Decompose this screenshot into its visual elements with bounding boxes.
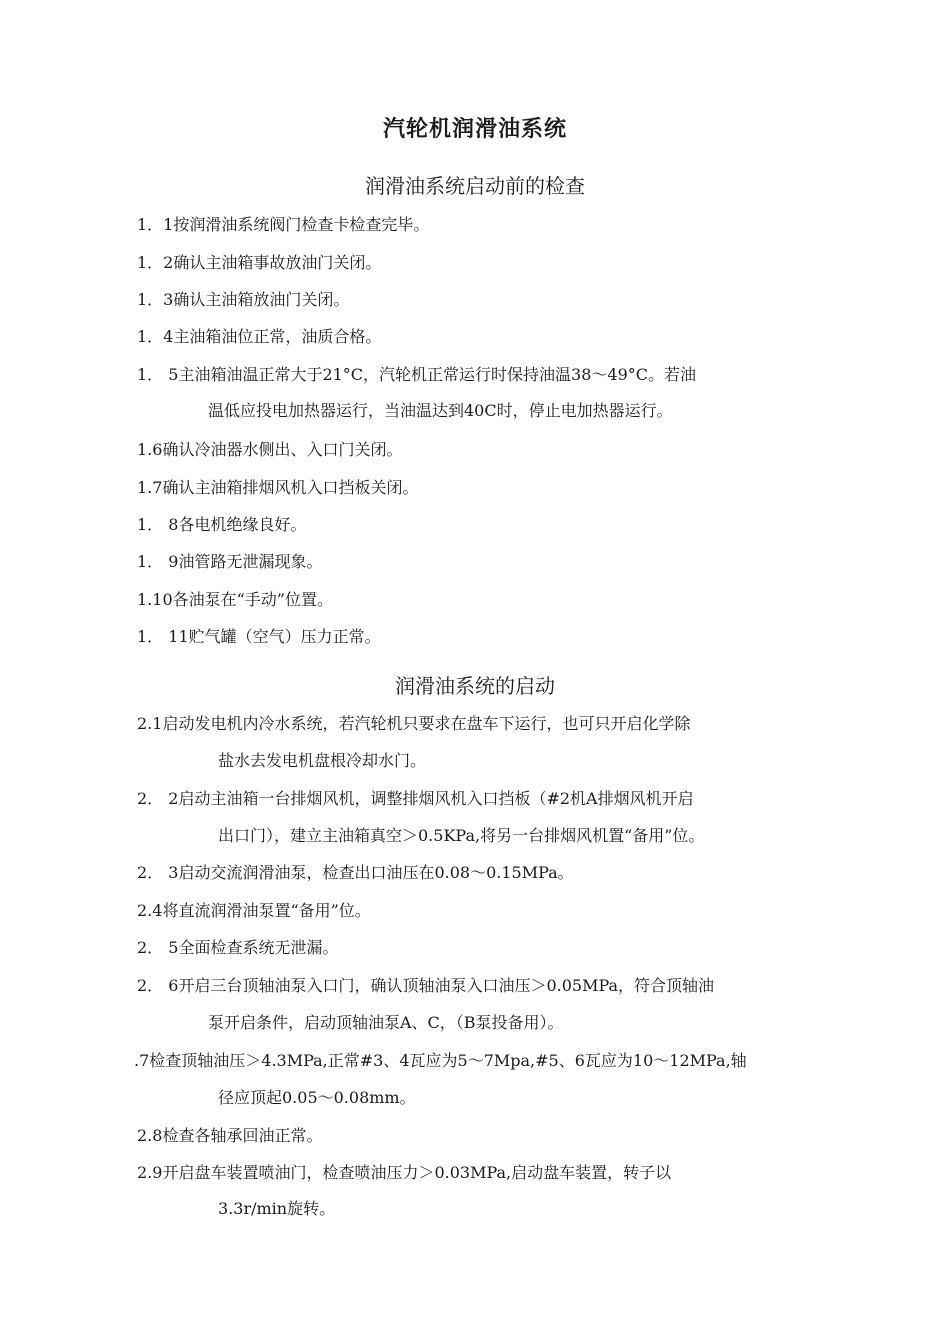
list-item: 2． 6开启三台顶轴油泵入口门，确认顶轴油泵入口油压＞0.05MPa，符合顶轴油 — [137, 976, 715, 995]
list-item-continuation: 出口门），建立主油箱真空＞0.5KPa,将另一台排烟风机置“备用”位。 — [218, 826, 705, 845]
list-item: 1． 9油管路无泄漏现象。 — [137, 552, 323, 571]
list-item: 2． 2启动主油箱一台排烟风机，调整排烟风机入口挡板（#2机A排烟风机开启 — [137, 789, 694, 808]
list-item: 1．3确认主油箱放油门关闭。 — [137, 290, 350, 309]
list-item: 2． 3启动交流润滑油泵，检查出口油压在0.08〜0.15MPa。 — [137, 863, 574, 882]
list-item: 2.4将直流润滑油泵置“备用”位。 — [137, 901, 371, 920]
list-item: 1．4主油箱油位正常，油质合格。 — [137, 327, 382, 346]
list-item: 1．2确认主油箱事故放油门关闭。 — [137, 253, 382, 272]
list-item-continuation: 温低应投电加热器运行，当油温达到40C时，停止电加热器运行。 — [208, 401, 673, 420]
list-item: 2.8检查各轴承回油正常。 — [137, 1126, 323, 1145]
list-item: 1． 5主油箱油温正常大于21°C，汽轮机正常运行时保持油温38〜49°C。若油 — [137, 365, 697, 384]
list-item: 1． 8各电机绝缘良好。 — [137, 515, 307, 534]
section-heading-pre-start-check: 润滑油系统启动前的检查 — [365, 174, 585, 198]
list-item: 1． 11贮气罐（空气）压力正常。 — [137, 627, 381, 646]
list-item: 2.9开启盘车装置喷油门，检查喷油压力＞0.03MPa,启动盘车装置，转子以 — [137, 1163, 672, 1182]
list-item-continuation: 3.3r/min旋转。 — [218, 1199, 336, 1218]
list-item-continuation: 盐水去发电机盘根冷却水门。 — [218, 751, 427, 770]
list-item: 2． 5全面检查系统无泄漏。 — [137, 938, 339, 957]
section-heading-startup: 润滑油系统的启动 — [395, 674, 555, 698]
list-item: 1.7确认主油箱排烟风机入口挡板关闭。 — [137, 478, 419, 497]
list-item-continuation: 泵开启条件，启动顶轴油泵A、C，（B泵投备用）。 — [208, 1013, 564, 1032]
list-item: .7检查顶轴油压＞4.3MPa,正常#3、4瓦应为5〜7Mpa,#5、6瓦应为10〜12MPa,轴 — [134, 1051, 747, 1070]
list-item-continuation: 径应顶起0.05〜0.08mm。 — [218, 1088, 416, 1107]
list-item: 1.10各油泵在“手动”位置。 — [137, 590, 333, 609]
list-item: 1．1按润滑油系统阀门检查卡检查完毕。 — [137, 215, 430, 234]
list-item: 2.1启动发电机内冷水系统，若汽轮机只要求在盘车下运行，也可只开启化学除 — [137, 714, 691, 733]
list-item: 1.6确认冷油器水侧出、入口门关闭。 — [137, 440, 403, 459]
document-title: 汽轮机润滑油系统 — [382, 117, 567, 142]
